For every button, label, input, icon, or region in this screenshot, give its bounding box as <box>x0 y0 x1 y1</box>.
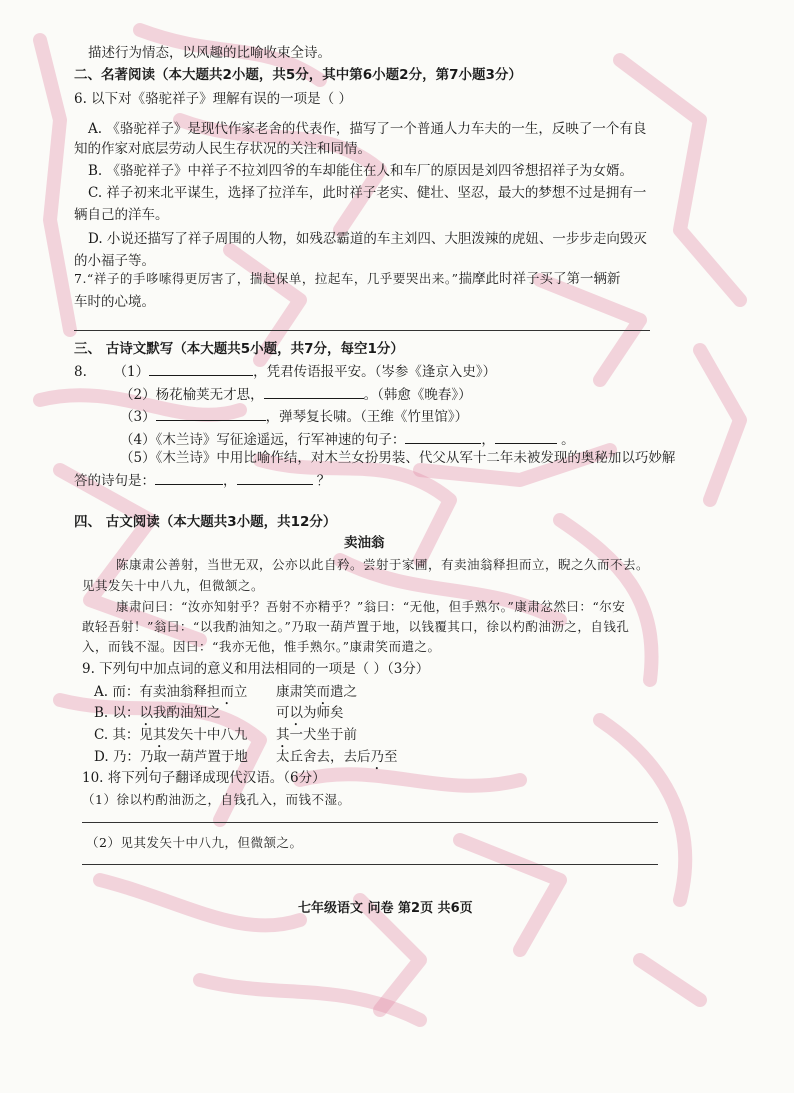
q8-item2-tail: 。（韩愈《晚春》） <box>363 387 472 403</box>
passage-p2-line3: 入，而钱不湿。因曰：“我亦无他，惟手熟尔。”康肃笑而遣之。 <box>82 639 441 654</box>
q9-a-label: A. <box>94 684 113 700</box>
page-footer: 七年级语文 问卷 第2页 共6页 <box>298 901 473 916</box>
q8-item-4 <box>120 430 575 449</box>
q10-answer-line-2[interactable] <box>82 864 658 865</box>
q8-item3-number: （3） <box>120 409 156 425</box>
q6-option-a-line1: A. 《骆驼祥子》是现代作家老舍的代表作，描写了一个普通人力车夫的一生，反映了一个有良 <box>88 121 647 137</box>
q9-b-left-post: 我酌油知之 <box>153 705 221 721</box>
q8-item2-text: （2）杨花榆荚无才思， <box>120 387 264 403</box>
q8-item1-number: （1） <box>113 364 150 380</box>
q9-a-right-dotted: 而 <box>316 684 330 700</box>
q9-b-right-post: 为师矣 <box>303 705 344 721</box>
passage-p2-line1: 康肃问曰：“汝亦知射乎？吾射不亦精乎？”翁曰：“无他，但手熟尔。”康肃忿然曰：“尔安 <box>116 599 626 614</box>
q8-item4-comma: ， <box>481 432 495 448</box>
section-2-heading: 二、名著阅读（本大题共2小题，共5分，其中第6小题2分，第7小题3分） <box>74 67 522 83</box>
q9-stem: 9. 下列句中加点词的意义和用法相同的一项是（ ）（3分） <box>82 661 430 677</box>
q7-line1 <box>74 270 620 288</box>
q9-c-left-pre: 其：见 <box>112 727 153 743</box>
q8-item-1 <box>74 362 496 381</box>
q6-option-b: B. 《骆驼祥子》中祥子不拉刘四爷的车却能住在人和车厂的原因是刘四爷想招祥子为女婿。 <box>88 163 634 179</box>
q9-c-right-post: 一犬坐于前 <box>289 727 357 743</box>
q9-d-right-post: 至 <box>384 749 398 765</box>
q9-a-left-post: 立 <box>233 684 248 700</box>
q8-item1-text: ，凭君传语报平安。（岑参《逢京入史》） <box>253 364 497 380</box>
q9-b-right-pre: 可 <box>276 705 290 721</box>
q8-item3-text: ，弹琴复长啸。（王维《竹里馆》） <box>265 409 469 425</box>
q7-quote: 7.“祥子的手哆嗦得更厉害了，揣起保单，拉起车，几乎要哭出来。” <box>74 271 459 286</box>
q9-b-left-dotted: 以 <box>139 705 154 721</box>
q9-d-left-pre: 乃： <box>112 749 140 765</box>
q10-sentence-2: （2）见其发矢十中八九，但微颔之。 <box>86 835 303 850</box>
q8-item5-end: ？ <box>312 473 331 489</box>
q9-c-label: C. <box>94 727 113 743</box>
q9-b-right-dotted: 以 <box>289 705 303 721</box>
q9-a-right-pre: 康肃笑 <box>276 684 317 700</box>
q7-instruction: 揣摩此时祥子买了第一辆新 <box>458 271 621 287</box>
q6-option-d-line2: 的小福子等。 <box>74 253 155 269</box>
q7-line2: 车时的心境。 <box>74 294 155 310</box>
q8-item-3 <box>120 407 468 426</box>
q6-stem: 6. 以下对《骆驼祥子》理解有误的一项是（ ） <box>74 91 352 107</box>
q9-c-right-dotted: 其 <box>276 727 290 743</box>
q8-item4-text: （4）《木兰诗》写征途遥远，行军神速的句子： <box>120 432 406 448</box>
q10-sentence-1: （1）徐以杓酌油沥之，自钱孔入，而钱不湿。 <box>82 792 351 807</box>
q9-d-label: D. <box>94 749 113 765</box>
q9-a-left-pre: 而：有卖油翁释担 <box>112 684 221 700</box>
q9-c-left-dotted: 其 <box>152 727 167 743</box>
passage-p1-line1: 陈康肃公善射，当世无双，公亦以此自矜。尝射于家圃，有卖油翁释担而立，睨之久而不去。 <box>116 557 650 572</box>
q8-item5-comma: ， <box>223 473 237 489</box>
section-3-heading: 三、 古诗文默写（本大题共5小题，共7分，每空1分） <box>74 341 404 357</box>
q8-label: 8. <box>74 364 87 380</box>
q7-answer-line[interactable] <box>74 330 650 331</box>
q8-blank-4a[interactable] <box>405 430 481 444</box>
q9-b-label: B. <box>94 705 113 721</box>
q6-option-c-line2: 辆自己的洋车。 <box>74 207 169 223</box>
q9-d-right-pre: 太丘舍去，去后 <box>276 749 371 765</box>
passage-p1-line2: 见其发矢十中八九，但微颔之。 <box>82 578 265 593</box>
q8-blank-2[interactable] <box>264 385 364 399</box>
q10-answer-line-1[interactable] <box>82 822 658 823</box>
passage-p2-line2: 敢轻吾射！”翁曰：“以我酌油知之。”乃取一葫芦置于地，以钱覆其口，徐以杓酌油沥之，自钱孔 <box>82 619 630 634</box>
q8-blank-1[interactable] <box>149 362 253 376</box>
q8-item5-text: 答的诗句是： <box>74 473 155 489</box>
q9-b-left-pre: 以： <box>112 705 140 721</box>
q9-a-right-post: 遣之 <box>330 684 357 700</box>
q9-a-left-dotted: 而 <box>220 684 234 700</box>
q8-blank-3[interactable] <box>156 407 266 421</box>
q9-d-left-post: 取一葫芦置于地 <box>153 749 248 765</box>
q10-stem: 10. 将下列句子翻译成现代汉语。（6分） <box>82 770 326 786</box>
q6-option-c-line1: C. 祥子初来北平谋生，选择了拉洋车，此时祥子老实、健壮、坚忍，最大的梦想不过是拥有一 <box>88 185 647 201</box>
q8-item-5-line1: （5）《木兰诗》中用比喻作结，对木兰女扮男装、代父从军十二年未被发现的奥秘加以巧妙解 <box>120 450 676 466</box>
q8-blank-5a[interactable] <box>155 471 223 485</box>
q9-d-right-dotted: 乃 <box>370 749 384 765</box>
q8-blank-5b[interactable] <box>237 471 313 485</box>
passage-title: 卖油翁 <box>344 535 385 551</box>
q6-option-a-line2: 知的作家对底层劳动人民生存状况的关注和同情。 <box>74 141 371 157</box>
q9-c-left-post: 发矢十中八九 <box>166 727 248 743</box>
section-4-heading: 四、 古文阅读（本大题共3小题，共12分） <box>74 514 337 530</box>
q8-item-5-line2 <box>74 471 330 490</box>
q8-blank-4b[interactable] <box>495 430 557 444</box>
q9-d-left-dotted: 乃 <box>139 749 154 765</box>
q6-option-d-line1: D. 小说还描写了祥子周围的人物，如残忍霸道的车主刘四、大胆泼辣的虎妞、一步步走向毁灭 <box>88 231 647 247</box>
q8-item-2 <box>120 385 472 404</box>
top-continuation-line: 描述行为情态，以风趣的比喻收束全诗。 <box>88 45 331 61</box>
q8-item4-end: 。 <box>556 432 575 448</box>
